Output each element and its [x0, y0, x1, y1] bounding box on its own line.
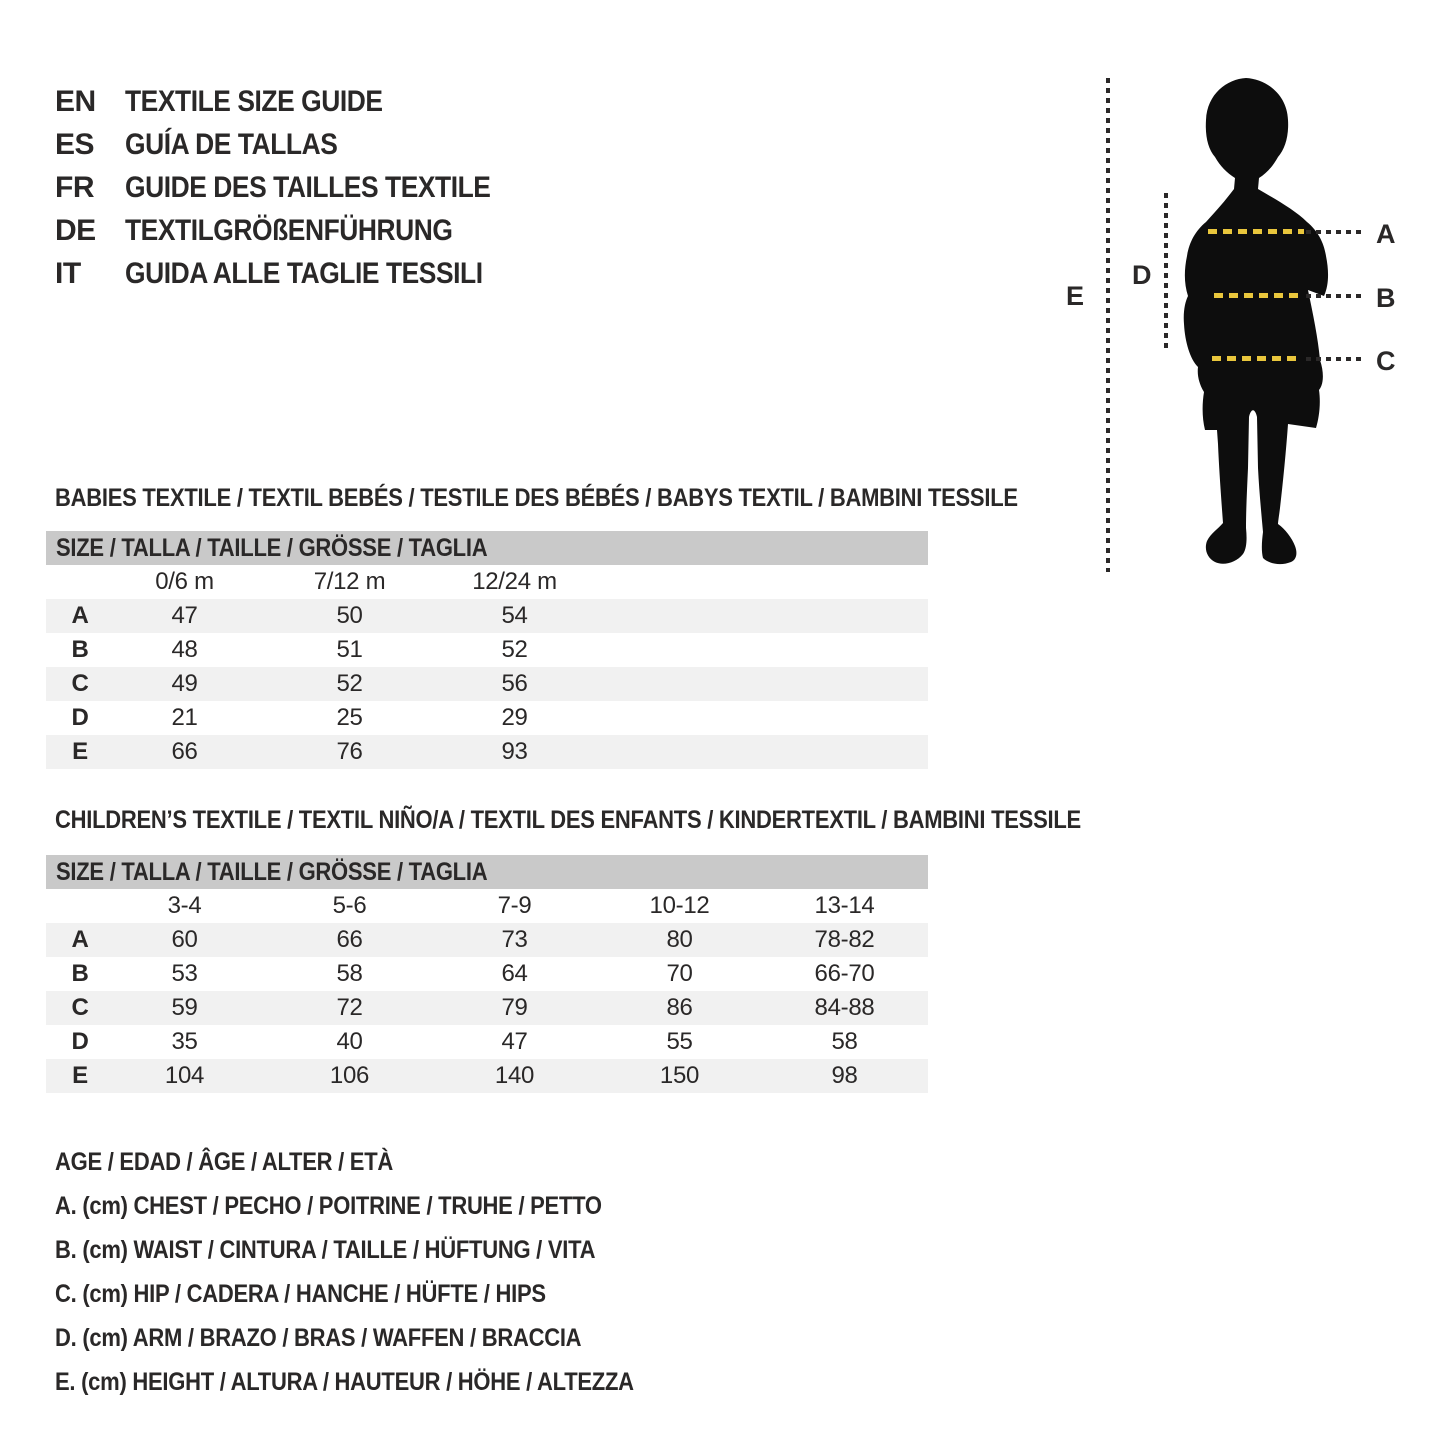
lang-title: GUIDE DES TAILLES TEXTILE [125, 170, 491, 204]
cell: 104 [164, 1062, 205, 1089]
hip-dash-line [1212, 356, 1302, 361]
table-row [46, 923, 928, 957]
cell: 98 [831, 1062, 858, 1089]
babies-size-table [46, 531, 928, 769]
lang-code: EN [55, 84, 96, 118]
arm-measure-line-D [1164, 193, 1168, 350]
column-header: 7-9 [497, 892, 532, 919]
cell: 55 [666, 1028, 693, 1055]
table-row [46, 991, 928, 1025]
cell: 53 [171, 960, 198, 987]
cell: 25 [336, 704, 363, 731]
size-header-bar: SIZE / TALLA / TAILLE / GRÖSSE / TAGLIA [46, 531, 928, 565]
legend-arm-line: D. (cm) ARM / BRAZO / BRAS / WAFFEN / BRACCIA [55, 1323, 582, 1352]
row-label: B [71, 960, 89, 987]
cell: 58 [831, 1028, 858, 1055]
lang-title: TEXTILE SIZE GUIDE [125, 84, 383, 118]
lang-row-de [55, 209, 497, 252]
cell: 80 [666, 926, 693, 953]
lang-row-fr [55, 166, 540, 209]
row-label: D [71, 1028, 89, 1055]
measure-label-E: E [1066, 281, 1085, 311]
column-header: 5-6 [332, 892, 367, 919]
row-label: E [72, 738, 88, 765]
cell: 40 [336, 1028, 363, 1055]
child-silhouette [1172, 72, 1342, 572]
legend-hip-line: C. (cm) HIP / CADERA / HANCHE / HÜFTE / HIPS [55, 1279, 546, 1308]
babies-section-title: BABIES TEXTILE / TEXTIL BEBÉS / TESTILE DES BÉBÉS / BABYS TEXTIL / BAMBINI TESSILE [55, 484, 1018, 512]
hip-dot-line [1306, 357, 1364, 361]
legend-age-line: AGE / EDAD / ÂGE / ALTER / ETÀ [55, 1147, 394, 1176]
cell: 56 [501, 670, 528, 697]
table-row [46, 667, 928, 701]
chest-dot-line [1306, 230, 1364, 234]
lang-code: FR [55, 170, 94, 204]
legend-waist-line: B. (cm) WAIST / CINTURA / TAILLE / HÜFTUNG / VITA [55, 1235, 596, 1264]
cell: 64 [501, 960, 528, 987]
column-header: 7/12 m [313, 568, 386, 595]
chest-dash-line [1208, 229, 1304, 234]
lang-row-en [55, 80, 418, 123]
measure-label-B: B [1376, 283, 1396, 313]
cell: 70 [666, 960, 693, 987]
table-row [46, 633, 928, 667]
cell: 140 [494, 1062, 535, 1089]
row-label: C [71, 994, 89, 1021]
lang-row-es [55, 123, 366, 166]
table-row [46, 957, 928, 991]
column-header: 0/6 m [155, 568, 214, 595]
lang-code: IT [55, 256, 81, 290]
measure-label-D: D [1132, 260, 1152, 290]
cell: 59 [171, 994, 198, 1021]
cell: 150 [659, 1062, 700, 1089]
table-row [46, 599, 928, 633]
table-row [46, 1025, 928, 1059]
cell: 47 [501, 1028, 528, 1055]
table-header-row [46, 889, 928, 923]
cell: 21 [171, 704, 198, 731]
column-header: 3-4 [167, 892, 202, 919]
cell: 60 [171, 926, 198, 953]
row-label: A [71, 926, 89, 953]
measure-label-C: C [1376, 346, 1396, 376]
legend-height-line: E. (cm) HEIGHT / ALTURA / HAUTEUR / HÖHE / ALTEZZA [55, 1367, 634, 1396]
cell: 52 [336, 670, 363, 697]
cell: 78-82 [814, 926, 875, 953]
cell: 76 [336, 738, 363, 765]
cell: 51 [336, 636, 363, 663]
lang-code: ES [55, 127, 95, 161]
column-header: 13-14 [814, 892, 875, 919]
cell: 47 [171, 602, 198, 629]
row-label: E [72, 1062, 88, 1089]
size-header-bar: SIZE / TALLA / TAILLE / GRÖSSE / TAGLIA [46, 855, 928, 889]
table-row [46, 1059, 928, 1093]
cell: 86 [666, 994, 693, 1021]
waist-dot-line [1306, 294, 1364, 298]
measure-label-A: A [1376, 219, 1396, 249]
children-size-table [46, 855, 928, 1093]
column-header: 10-12 [649, 892, 710, 919]
lang-title: GUÍA DE TALLAS [125, 127, 338, 161]
cell: 93 [501, 738, 528, 765]
legend-chest-line: A. (cm) CHEST / PECHO / POITRINE / TRUHE / PETTO [55, 1191, 602, 1220]
cell: 58 [336, 960, 363, 987]
children-section-title: CHILDREN’S TEXTILE / TEXTIL NIÑO/A / TEXTIL DES ENFANTS / KINDERTEXTIL / BAMBINI TESSILE [55, 806, 1081, 834]
table-row [46, 701, 928, 735]
cell: 50 [336, 602, 363, 629]
cell: 66 [336, 926, 363, 953]
lang-title: TEXTILGRÖßENFÜHRUNG [125, 213, 453, 247]
cell: 84-88 [814, 994, 875, 1021]
cell: 48 [171, 636, 198, 663]
cell: 66 [171, 738, 198, 765]
row-label: D [71, 704, 89, 731]
cell: 49 [171, 670, 198, 697]
row-label: A [71, 602, 89, 629]
lang-title: GUIDA ALLE TAGLIE TESSILI [125, 256, 483, 290]
table-row [46, 735, 928, 769]
cell: 35 [171, 1028, 198, 1055]
cell: 73 [501, 926, 528, 953]
cell: 66-70 [814, 960, 875, 987]
row-label: C [71, 670, 89, 697]
row-label: B [71, 636, 89, 663]
cell: 72 [336, 994, 363, 1021]
lang-row-it [55, 252, 531, 295]
cell: 54 [501, 602, 528, 629]
cell: 106 [329, 1062, 370, 1089]
table-header-row [46, 565, 928, 599]
waist-dash-line [1214, 293, 1300, 298]
column-header: 12/24 m [472, 568, 557, 595]
cell: 29 [501, 704, 528, 731]
lang-code: DE [55, 213, 96, 247]
cell: 79 [501, 994, 528, 1021]
cell: 52 [501, 636, 528, 663]
